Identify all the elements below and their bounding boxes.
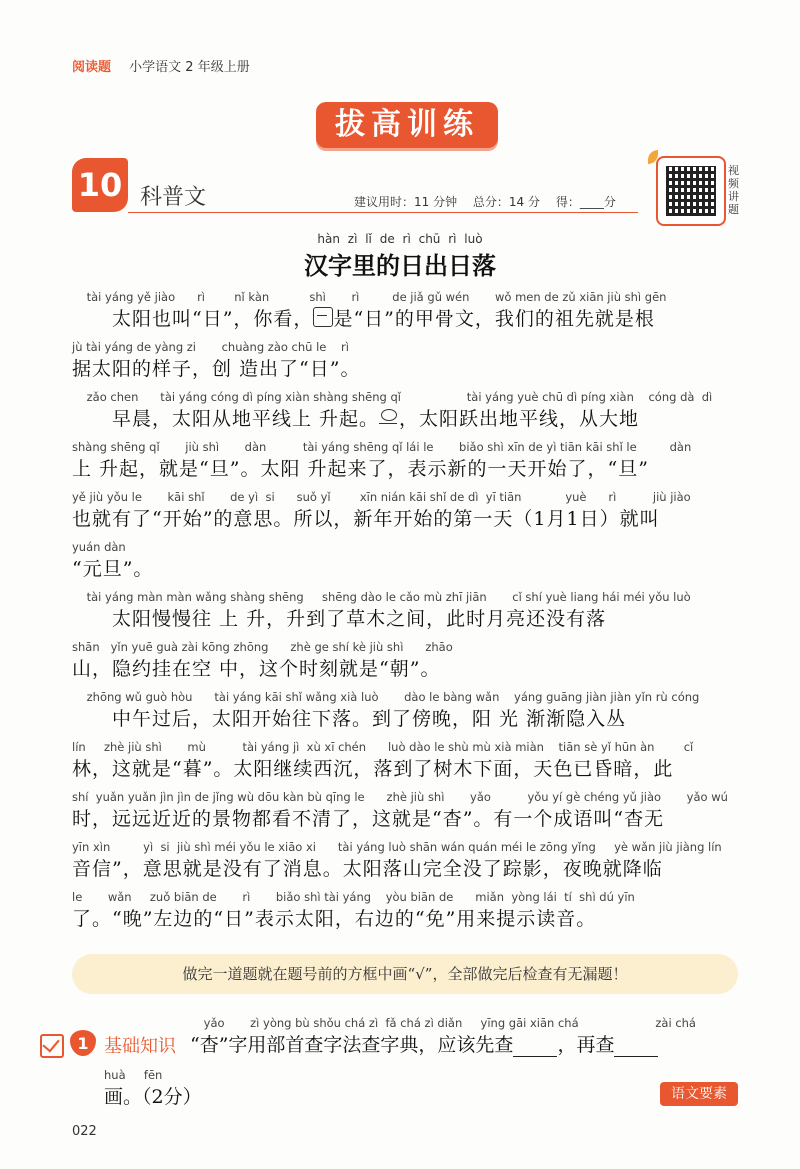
pinyin-line: shān yǐn yuē guà zài kōng zhōng zhè ge shí kè jiù shì zhāo — [72, 640, 453, 654]
pinyin-line: shàng shēng qǐ jiù shì dàn tài yáng shēng qǐ lái le biǎo shì xīn de yì tiān kāi shǐ le dàn — [72, 440, 692, 454]
question-segment: ，再查 — [557, 1034, 615, 1056]
oracle-dan-glyph-icon — [379, 409, 399, 427]
skill-badge: 语文要素 — [660, 1082, 738, 1106]
pinyin-line: le wǎn zuǒ biān de rì biǎo shì tài yáng yòu biān de miǎn yòng lái tí shì dú yīn — [72, 890, 635, 904]
pinyin-line: zhōng wǔ guò hòu tài yáng kāi shǐ wǎng xià luò dào le bàng wǎn yáng guāng jiàn jiàn yǐn rù cóng — [72, 690, 700, 704]
text-segment: ，太阳跃出地平线，从大地 — [399, 408, 640, 430]
text-line — [72, 304, 762, 331]
text-line: 中午过后，太阳开始往下落。到了傍晚，阳 光 渐渐隐入丛 — [72, 708, 627, 730]
answer-blank-radical[interactable] — [513, 1038, 557, 1057]
oracle-sun-glyph-icon — [313, 307, 333, 327]
text-line: 林，这就是“暮”。太阳继续西沉，落到了树木下面，天色已昏暗，此 — [72, 758, 674, 780]
qr-code-icon — [666, 166, 716, 216]
lesson-meta — [354, 193, 628, 210]
question-checkbox[interactable] — [40, 1034, 64, 1058]
text-line: 太阳慢慢往 上 升，升到了草木之间，此时月亮还没有落 — [72, 608, 607, 630]
text-line: 上 升起，就是“旦”。太阳 升起来了，表示新的一天开始了，“旦” — [72, 458, 649, 480]
text-segment: 早晨，太阳从地平线上 升起。 — [72, 408, 380, 430]
question-pinyin: yǎo zì yòng bù shǒu chá zì fǎ chá zì diǎn yīng gāi xiān chá zài chá — [200, 1016, 696, 1030]
page-number: 022 — [72, 1124, 97, 1139]
text-line: 时，远远近近的景物都看不清了，这就是“杳”。有一个成语叫“杳无 — [72, 808, 665, 830]
text-line: “元旦”。 — [72, 558, 154, 580]
question-segment: “杳”字用部首查字法查字典，应该先查 — [190, 1034, 514, 1056]
article-title: 汉字里的日出日落 — [304, 251, 496, 280]
question-line2-pinyin: huà fēn — [104, 1068, 163, 1082]
text-line: 了。“晚”左边的“日”表示太阳，右边的“免”用来提示读音。 — [72, 908, 597, 930]
header-category: 阅读题 — [72, 60, 112, 75]
title-pinyin: hàn zì lǐ de rì chū rì luò — [317, 232, 483, 246]
pinyin-line: lín zhè jiù shì mù tài yáng jì xù xī chén luò dào le shù mù xià miàn tiān sè yǐ hūn àn cǐ — [72, 740, 694, 754]
pinyin-line: jù tài yáng de yàng zi chuàng zào chū le rì — [72, 340, 349, 354]
text-line — [72, 404, 762, 431]
pinyin-line: zǎo chen tài yáng cóng dì píng xiàn shàng shēng qǐ tài yáng yuè chū dì píng xiàn cóng dà dì — [72, 390, 713, 404]
header-book: 小学语文 2 年级上册 — [129, 60, 250, 75]
text-line: 据太阳的样子，创 造出了“日”。 — [72, 358, 361, 380]
lesson-number: 10 — [72, 158, 128, 212]
qr-label: 视频讲题 — [728, 164, 739, 216]
pinyin-line: tài yáng màn màn wǎng shàng shēng shēng dào le cǎo mù zhī jiān cǐ shí yuè liang hái méi yǒu luò — [72, 590, 691, 604]
pinyin-line: yě jiù yǒu le kāi shǐ de yì si suǒ yǐ xīn nián kāi shǐ de dì yī tiān yuè rì jiù jiào — [72, 490, 691, 504]
page-header — [72, 56, 250, 75]
pinyin-line: shí yuǎn yuǎn jìn jìn de jǐng wù dōu kàn bù qīng le zhè jiù shì yǎo yǒu yí gè chéng yǔ jiào yǎo wú — [72, 790, 728, 804]
question-number: 1 — [70, 1030, 96, 1056]
qr-code[interactable] — [656, 156, 726, 226]
pinyin-line: yuán dàn — [72, 540, 126, 554]
pinyin-line: yīn xìn yì si jiù shì méi yǒu le xiāo xi tài yáng luò shān wán quán méi le zōng yǐng yè wǎn jiù jiàng lín — [72, 840, 722, 854]
instruction-note: 做完一道题就在题号前的方框中画“√”，全部做完后检查有无漏题！ — [72, 954, 738, 994]
text-line: 音信”，意思就是没有了消息。太阳落山完全没了踪影，夜晚就降临 — [72, 858, 663, 880]
total-score: 总分：14 分 — [472, 195, 541, 209]
section-banner: 拔高训练 — [316, 102, 498, 148]
question-line2: 画。（2分） — [104, 1086, 202, 1108]
text-line: 山，隐约挂在空 中，这个时刻就是“朝”。 — [72, 658, 441, 680]
lesson-divider — [128, 212, 638, 213]
pinyin-line: tài yáng yě jiào rì nǐ kàn shì rì de jiǎ gǔ wén wǒ men de zǔ xiān jiù shì gēn — [72, 290, 667, 304]
lesson-type: 科普文 — [140, 185, 207, 210]
suggested-time: 建议用时：11 分钟 — [354, 195, 458, 209]
text-segment: 太阳也叫“日”，你看， — [72, 308, 314, 330]
question-tag: 基础知识 — [104, 1036, 176, 1057]
score-field[interactable]: 得：____分 — [555, 195, 616, 209]
text-segment: 是“日”的甲骨文，我们的祖先就是根 — [333, 308, 655, 330]
text-line: 也就有了“开始”的意思。所以，新年开始的第一天（1月1日）就叫 — [72, 508, 660, 530]
question-text — [190, 1030, 658, 1057]
answer-blank-strokes[interactable] — [614, 1038, 658, 1057]
